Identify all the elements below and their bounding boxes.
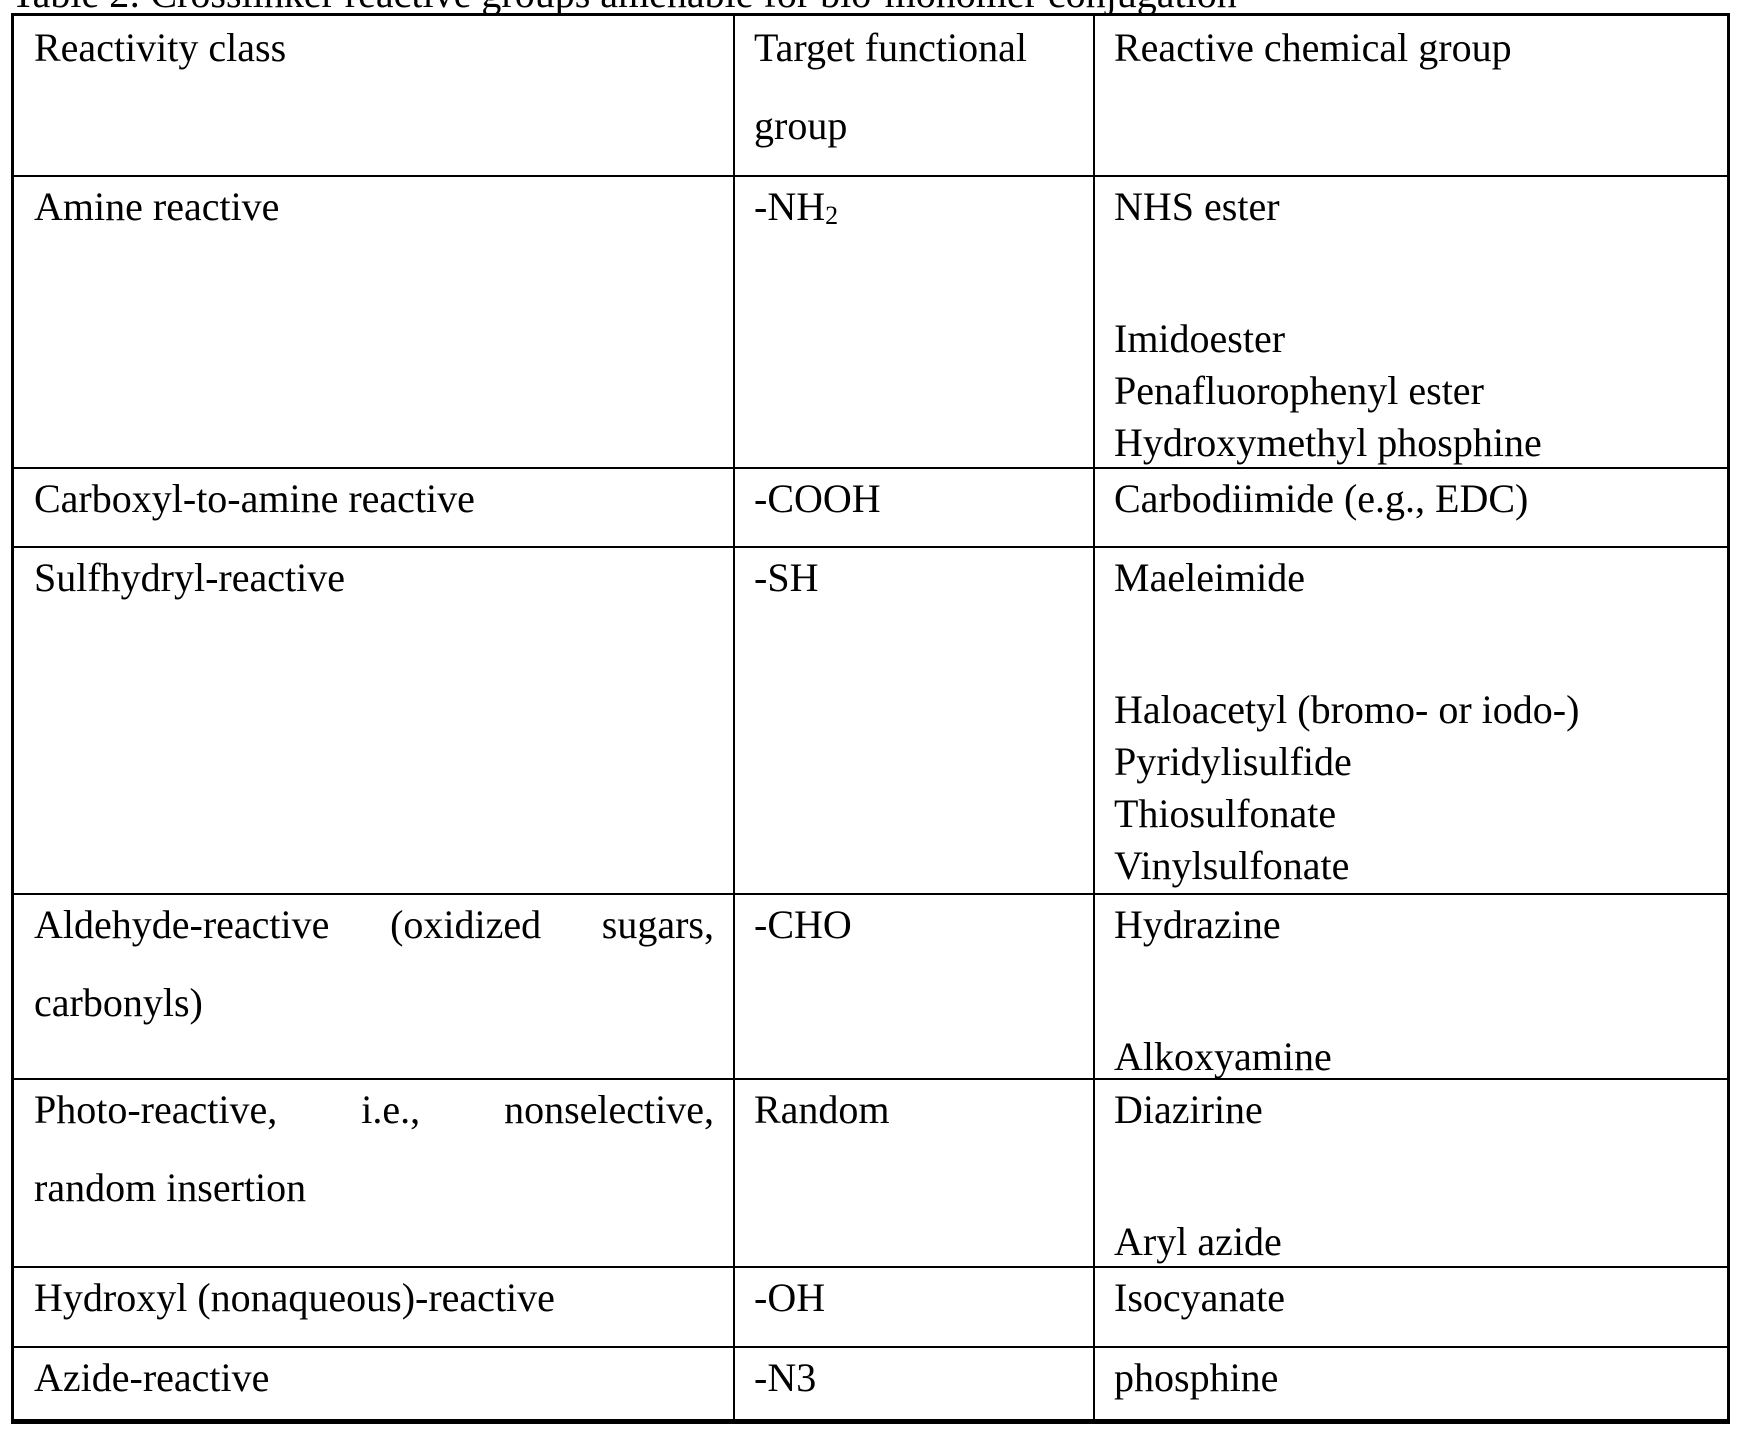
header-text: Target functional xyxy=(754,22,1027,100)
crosslinker-table xyxy=(11,13,1730,1424)
target-group-cell xyxy=(754,1078,890,1136)
cell-text: Penafluorophenyl ester xyxy=(1114,365,1542,417)
cell-text xyxy=(1114,951,1332,1031)
cell-text: Aldehyde-reactive (oxidized sugars, xyxy=(34,899,714,977)
reactivity-class-cell xyxy=(34,1346,714,1404)
cell-text xyxy=(754,181,838,233)
target-group-cell xyxy=(754,1346,816,1404)
reactivity-class-cell xyxy=(34,1266,714,1324)
target-text: -SH xyxy=(754,555,818,600)
reactivity-class-cell xyxy=(34,546,714,604)
reactive-group-cell xyxy=(1114,1266,1285,1324)
cell-text: Hydroxyl (nonaqueous)-reactive xyxy=(34,1272,714,1324)
cell-text: Haloacetyl (bromo- or iodo-) xyxy=(1114,684,1579,736)
cell-text: Imidoester xyxy=(1114,313,1542,365)
target-text: -OH xyxy=(754,1275,825,1320)
cell-text: Amine reactive xyxy=(34,181,714,233)
header-text: Reactivity class xyxy=(34,22,286,74)
target-group-cell xyxy=(754,175,838,233)
cell-text: Maeleimide xyxy=(1114,552,1579,604)
reactive-group-cell xyxy=(1114,175,1542,469)
cell-text xyxy=(754,899,852,951)
header-reactivity-class xyxy=(34,16,286,74)
reactivity-class-cell xyxy=(34,1078,714,1240)
cell-text: Azide-reactive xyxy=(34,1352,714,1404)
cell-text: Pyridylisulfide xyxy=(1114,736,1579,788)
target-group-cell xyxy=(754,1266,825,1324)
cell-text: Hydroxymethyl phosphine xyxy=(1114,417,1542,469)
target-text: Random xyxy=(754,1087,890,1132)
target-text: -N3 xyxy=(754,1355,816,1400)
cell-text xyxy=(754,1272,825,1324)
reactivity-class-cell xyxy=(34,893,714,1055)
target-group-cell xyxy=(754,893,852,951)
header-text: group xyxy=(754,100,1027,152)
reactive-group-cell xyxy=(1114,546,1579,892)
column-divider xyxy=(1093,16,1095,1419)
cell-text: Thiosulfonate xyxy=(1114,788,1579,840)
cell-text: Photo-reactive, i.e., nonselective, xyxy=(34,1084,714,1162)
reactivity-class-cell xyxy=(34,467,714,525)
cell-text: NHS ester xyxy=(1114,181,1542,233)
header-target-functional-group xyxy=(754,16,1027,152)
cell-text: Isocyanate xyxy=(1114,1272,1285,1324)
cell-text: phosphine xyxy=(1114,1352,1278,1404)
cell-text xyxy=(754,473,881,525)
cell-text xyxy=(754,1352,816,1404)
header-reactive-chemical-group xyxy=(1114,16,1512,74)
cell-text xyxy=(1114,1136,1282,1216)
cell-text xyxy=(1114,604,1579,684)
cell-text: random insertion xyxy=(34,1162,714,1240)
reactive-group-cell xyxy=(1114,1078,1282,1268)
subscript: 2 xyxy=(825,201,838,230)
header-text: Reactive chemical group xyxy=(1114,22,1512,74)
cell-text xyxy=(754,1084,890,1136)
cell-text xyxy=(1114,233,1542,313)
reactive-group-cell xyxy=(1114,467,1528,525)
target-text: -NH xyxy=(754,184,825,229)
cell-text: Vinylsulfonate xyxy=(1114,840,1579,892)
target-group-cell xyxy=(754,546,818,604)
target-text: -CHO xyxy=(754,902,852,947)
cell-text: Sulfhydryl-reactive xyxy=(34,552,714,604)
cell-text: carbonyls) xyxy=(34,977,714,1055)
target-text: -COOH xyxy=(754,476,881,521)
target-group-cell xyxy=(754,467,881,525)
cell-text: Diazirine xyxy=(1114,1084,1282,1136)
cell-text: Hydrazine xyxy=(1114,899,1332,951)
reactive-group-cell xyxy=(1114,893,1332,1083)
cell-text: Carboxyl-to-amine reactive xyxy=(34,473,714,525)
reactive-group-cell xyxy=(1114,1346,1278,1404)
cell-text xyxy=(754,552,818,604)
reactivity-class-cell xyxy=(34,175,714,233)
cell-text: Aryl azide xyxy=(1114,1216,1282,1268)
cell-text: Alkoxyamine xyxy=(1114,1031,1332,1083)
column-divider xyxy=(733,16,735,1419)
cell-text: Carbodiimide (e.g., EDC) xyxy=(1114,473,1528,525)
